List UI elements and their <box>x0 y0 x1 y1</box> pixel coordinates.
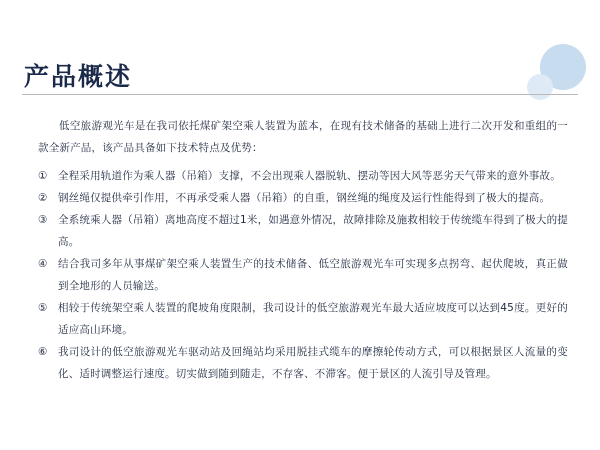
list-item-text: 全程采用轨道作为乘人器（吊箱）支撑，不会出现乘人器脱轨、摆动等因大风等恶劣天气带来的意外事故。 <box>58 170 561 182</box>
list-item <box>38 341 568 385</box>
list-marker: ① <box>38 170 48 182</box>
list-marker: ⑤ <box>38 302 48 314</box>
list-marker: ② <box>38 192 48 204</box>
list-item <box>38 297 568 341</box>
list-item <box>38 165 568 187</box>
page-title: 产品概述 <box>24 62 133 91</box>
points-list <box>38 165 568 385</box>
list-item-text: 全系统乘人器（吊箱）离地高度不超过1米，如遇意外情况，故障排除及施救相较于传统缆车得到了极大的提高。 <box>58 214 568 248</box>
list-marker: ④ <box>38 258 48 270</box>
decorative-circle-small <box>527 74 553 100</box>
list-item <box>38 209 568 253</box>
list-item-text: 结合我司多年从事煤矿架空乘人装置生产的技术储备、低空旅游观光车可实现多点拐弯、起伏爬坡，真正做到全地形的人员输送。 <box>58 258 568 292</box>
intro-paragraph: 低空旅游观光车是在我司依托煤矿架空乘人装置为蓝本，在现有技术储备的基础上进行二次开发和重组的一款全新产品，该产品具备如下技术特点及优势： <box>38 120 568 154</box>
list-marker: ⑥ <box>38 346 48 358</box>
list-marker: ③ <box>38 214 48 226</box>
list-item-text: 我司设计的低空旅游观光车驱动站及回绳站均采用脱挂式缆车的摩擦轮传动方式，可以根据景区人流量的变化、适时调整运行速度。切实做到随到随走，不存客、不滞客。便于景区的人流引导及管理。 <box>58 346 568 380</box>
list-item-text: 相较于传统架空乘人装置的爬坡角度限制，我司设计的低空旅游观光车最大适应坡度可以达到45度。更好的适应高山环境。 <box>58 302 568 336</box>
title-divider <box>22 94 578 95</box>
slide-body <box>38 115 568 385</box>
list-item-text: 钢丝绳仅提供牵引作用，不再承受乘人器（吊箱）的自重，钢丝绳的绳度及运行性能得到了极大的提高。 <box>58 192 551 204</box>
list-item <box>38 187 568 209</box>
list-item <box>38 253 568 297</box>
